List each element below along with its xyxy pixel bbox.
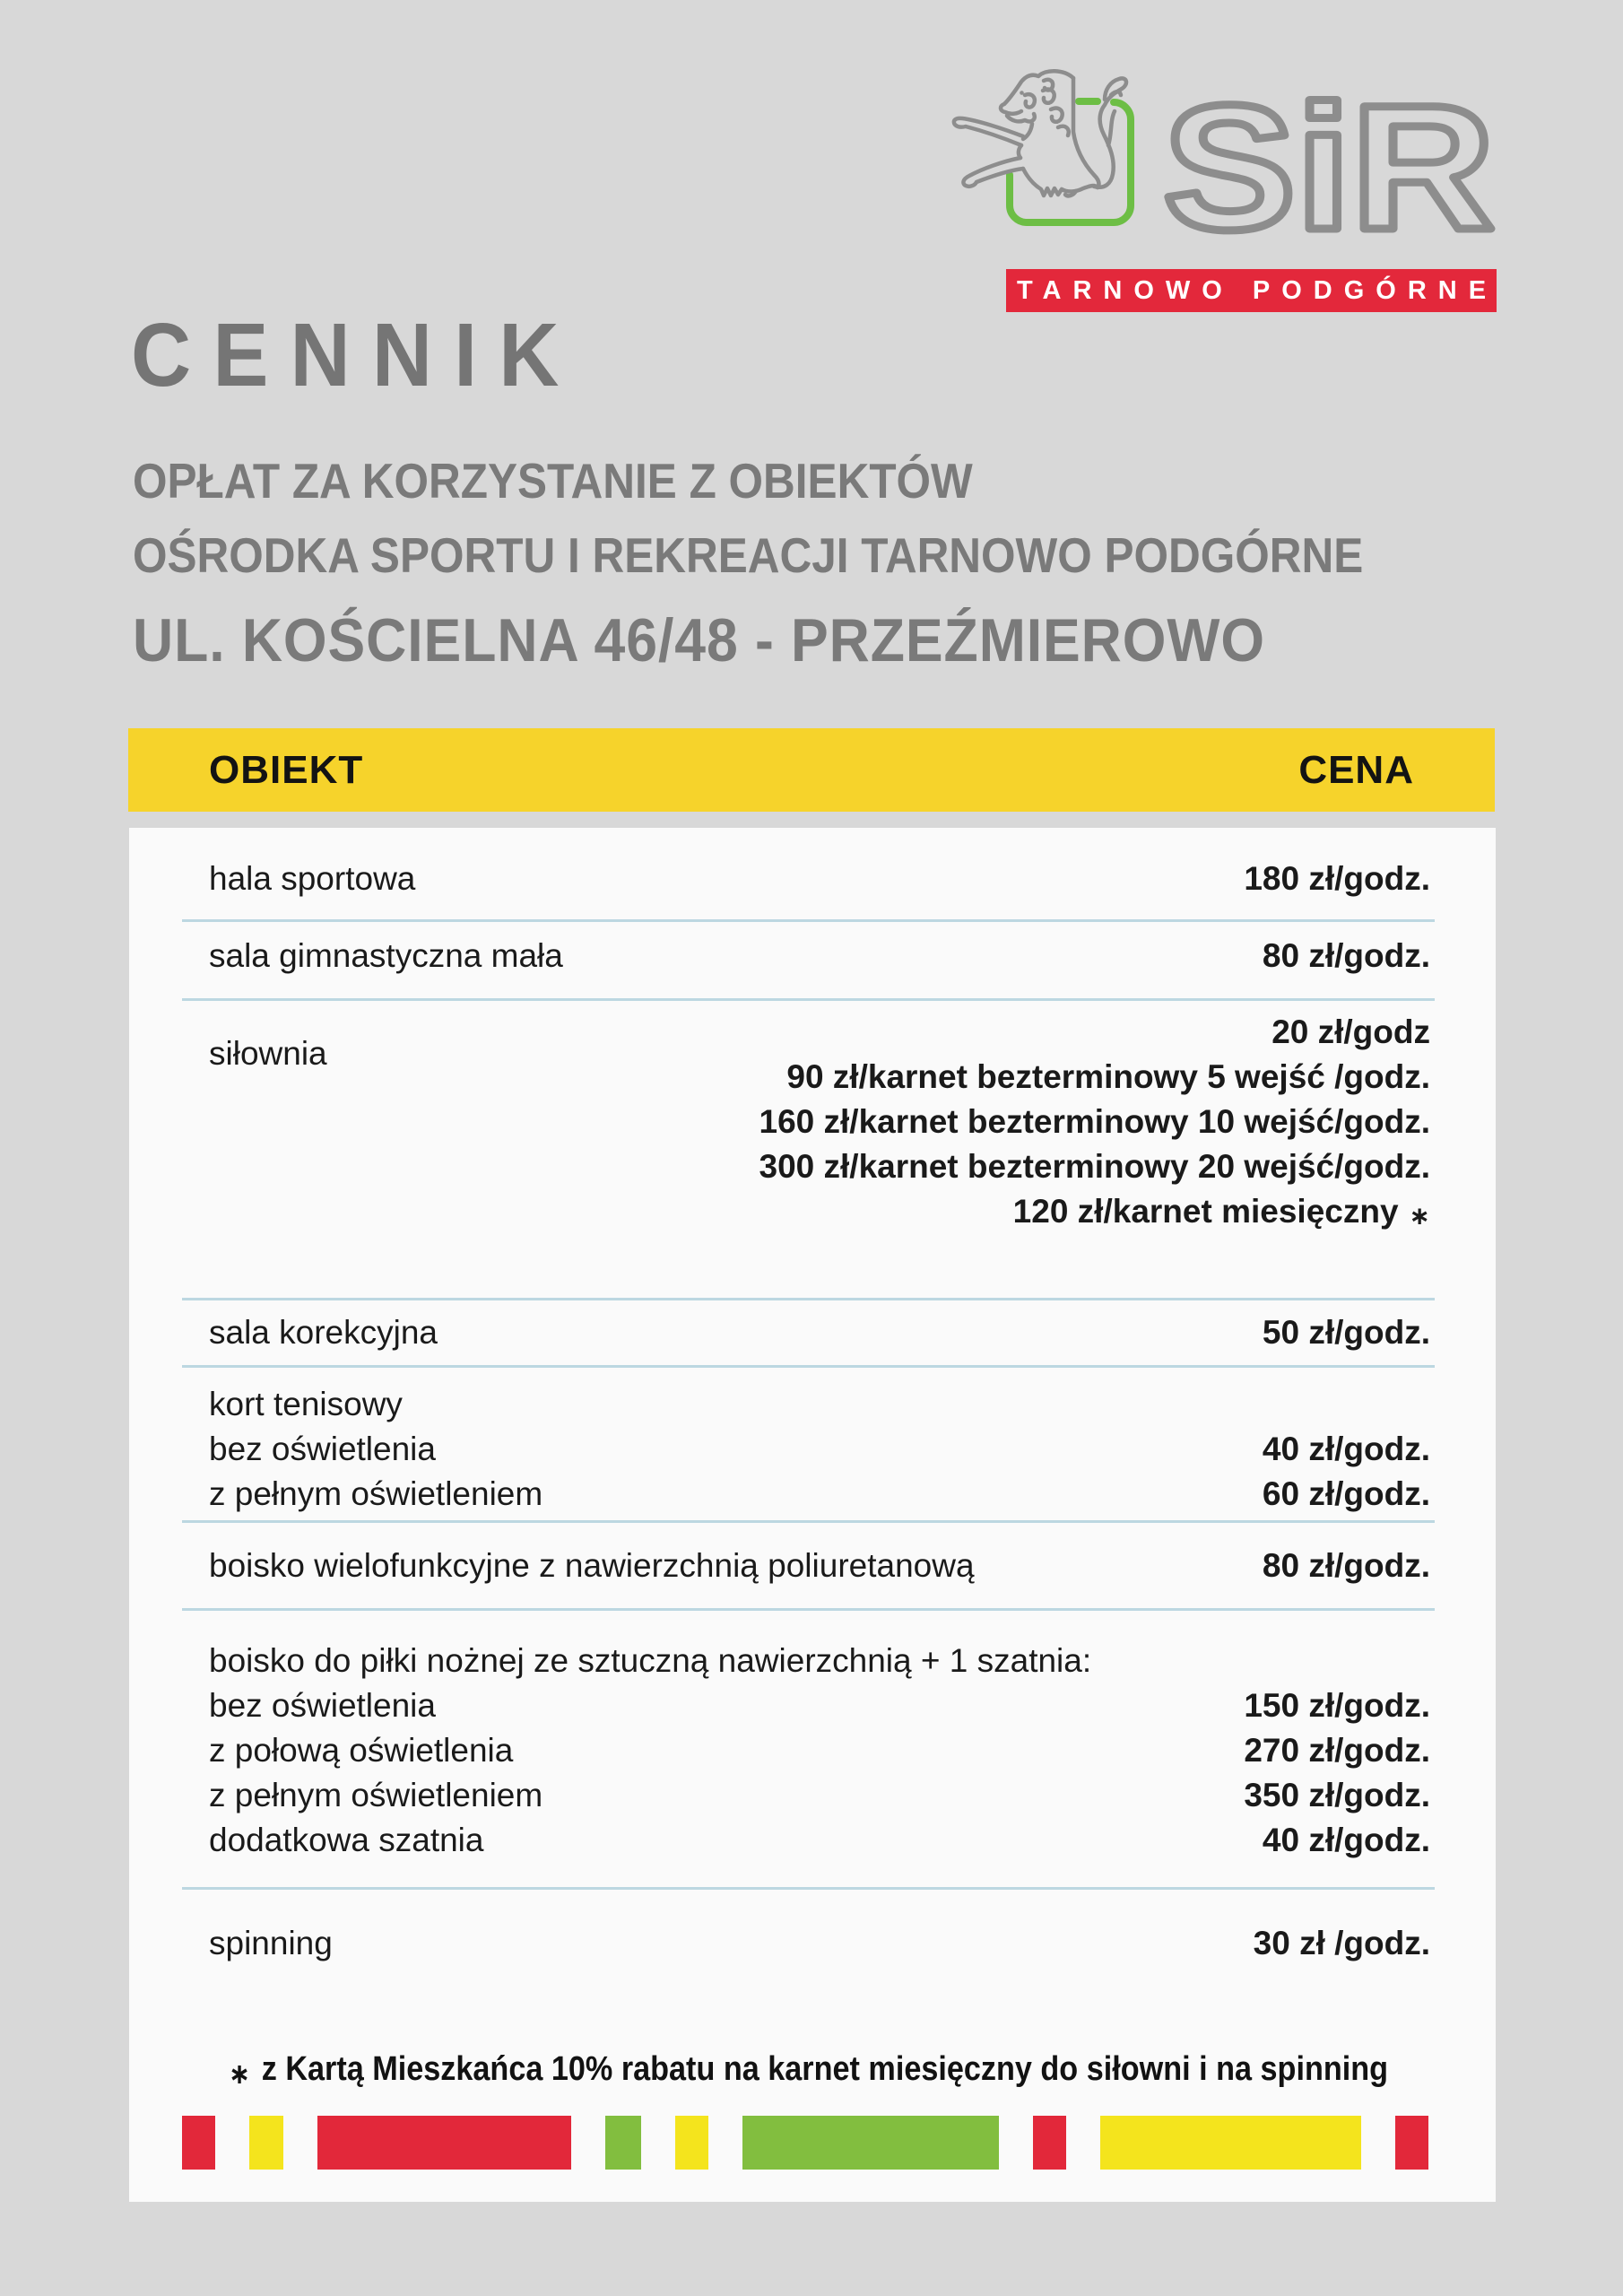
subtitle-line-1: OPŁAT ZA KORZYSTANIE Z OBIEKTÓW: [133, 453, 973, 509]
stripe-block: [1395, 2116, 1428, 2170]
group-item: [182, 1818, 1435, 1863]
gym-price-list: [759, 1001, 1431, 1298]
osir-logo: [950, 56, 1524, 271]
row-label: z połową oświetlenia: [209, 1732, 514, 1769]
stripe-block: [249, 2116, 283, 2170]
column-price-label: CENA: [1298, 747, 1414, 792]
group-header: kort tenisowy: [209, 1386, 403, 1422]
group-header: boisko do piłki nożnej ze sztuczną nawierzchnią + 1 szatnia:: [209, 1642, 1092, 1679]
color-stripes: [182, 2116, 1435, 2170]
row-price: 40 zł/godz.: [1262, 1822, 1430, 1858]
footnote-text: z Kartą Mieszkańca 10% rabatu na karnet miesięczny do siłowni i na spinning: [261, 2049, 1389, 2088]
stripe-block: [742, 2116, 999, 2170]
table-row: [182, 1300, 1435, 1365]
row-price: 60 zł/godz.: [1262, 1475, 1430, 1512]
table-row: [182, 922, 1435, 998]
asterisk-marker: ∗: [228, 2057, 251, 2091]
stripe-block: [1100, 2116, 1361, 2170]
stripe-block: [605, 2116, 641, 2170]
table-row-tennis-group: [182, 1368, 1435, 1520]
table-row-gym-group: [182, 1001, 1435, 1298]
group-item: [182, 1427, 1435, 1472]
gym-price-line: 160 zł/karnet bezterminowy 10 wejść/godz.: [759, 1103, 1430, 1140]
row-label: sala gimnastyczna mała: [209, 936, 563, 974]
subtitle-line-2: OŚRODKA SPORTU I REKREACJI TARNOWO PODGÓRNE: [133, 527, 1364, 583]
table-row: [182, 828, 1435, 919]
row-label: siłownia: [209, 1035, 327, 1072]
gym-price-line: 120 zł/karnet miesięczny ∗: [1012, 1193, 1430, 1231]
row-label: z pełnym oświetleniem: [209, 1777, 543, 1813]
column-object-label: OBIEKT: [209, 747, 364, 792]
table-row: [182, 1523, 1435, 1608]
table-header: [128, 728, 1495, 812]
row-label: hala sportowa: [209, 860, 416, 897]
gym-price-line: 300 zł/karnet bezterminowy 20 wejść/godz.: [759, 1148, 1430, 1185]
row-price: 80 zł/godz.: [1262, 1546, 1430, 1584]
logo-letters: SiR: [1163, 68, 1495, 266]
row-label: z pełnym oświetleniem: [209, 1475, 543, 1512]
address-line: UL. KOŚCIELNA 46/48 - PRZEŹMIEROWO: [133, 606, 1265, 674]
row-price: 150 zł/godz.: [1244, 1687, 1430, 1724]
row-price: 180 zł/godz.: [1244, 860, 1430, 897]
gym-price-line: 20 zł/godz: [1271, 1013, 1430, 1050]
group-item: [182, 1773, 1435, 1818]
table-row: [182, 1890, 1435, 1997]
stripe-block: [1033, 2116, 1066, 2170]
row-price: 50 zł/godz.: [1262, 1314, 1430, 1351]
row-label: sala korekcyjna: [209, 1314, 438, 1351]
stripe-block: [675, 2116, 708, 2170]
page-title: CENNIK: [131, 305, 581, 405]
row-label: boisko wielofunkcyjne z nawierzchnią poliuretanową: [209, 1546, 975, 1584]
price-table: [129, 828, 1496, 2202]
osir-logo-graphic: [950, 56, 1524, 271]
table-row-football-group: [182, 1611, 1435, 1887]
row-label: dodatkowa szatnia: [209, 1822, 484, 1858]
group-item: [182, 1472, 1435, 1517]
lion-icon: [954, 71, 1126, 196]
stripe-block: [182, 2116, 215, 2170]
row-price: 270 zł/godz.: [1244, 1732, 1430, 1769]
group-item: [182, 1728, 1435, 1773]
row-price: 80 zł/godz.: [1262, 936, 1430, 974]
row-label: bez oświetlenia: [209, 1431, 436, 1467]
row-price: 30 zł /godz.: [1253, 1925, 1430, 1961]
logo-banner: [1006, 269, 1497, 312]
row-label: bez oświetlenia: [209, 1687, 436, 1724]
group-item: [182, 1683, 1435, 1728]
row-label: spinning: [209, 1925, 333, 1961]
gym-price-line: 90 zł/karnet bezterminowy 5 wejść /godz.: [786, 1058, 1430, 1095]
footnote: [228, 2049, 1389, 2091]
asterisk-marker: ∗: [1409, 1201, 1430, 1231]
stripe-block: [317, 2116, 571, 2170]
row-price: 350 zł/godz.: [1244, 1777, 1430, 1813]
row-price: 40 zł/godz.: [1262, 1431, 1430, 1467]
group-header-line: [182, 1382, 1435, 1427]
logo-banner-text: TARNOWO PODGÓRNE: [1016, 275, 1498, 305]
group-header-line: [182, 1639, 1435, 1683]
